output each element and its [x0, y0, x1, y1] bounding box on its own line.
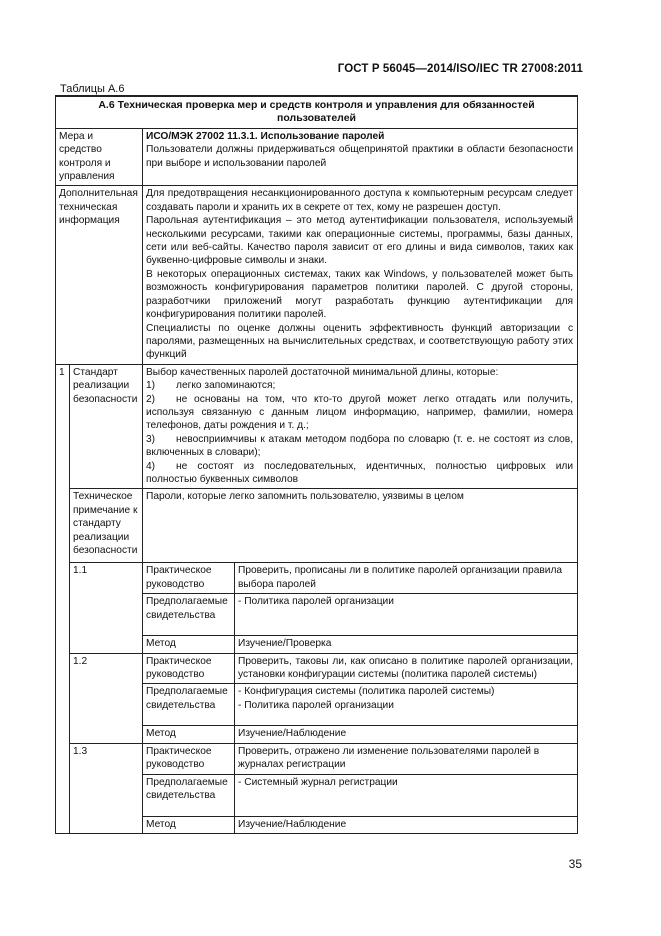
table-title: А.6 Техническая проверка мер и средств контроля и управления для обязанностей пользователей — [56, 96, 578, 128]
additional-paragraph: Специалисты по оценке должны оценить эффективность функций авторизации с паролями, размещенных на вычислительных средствах, и соответствующую работу этих функций — [146, 322, 574, 361]
method-text: Изучение/Наблюдение — [235, 816, 578, 833]
document-code-header: ГОСТ Р 56045—2014/ISO/IEC TR 27008:2011 — [337, 63, 583, 75]
additional-paragraph: В некоторых операционных системах, таких как Windows, у пользователей может быть возможность конфигурирования параметров политики паролей. С другой стороны, разработчики приложений могут разработать функцию аутентификации для конфигурирования политики паролей. — [146, 268, 574, 321]
page-number: 35 — [568, 857, 582, 871]
guidance-label: Практическое руководство — [143, 653, 235, 684]
subitem-number: 1.1 — [70, 563, 143, 653]
evidence-label: Предполагаемые свидетельства — [143, 594, 235, 636]
additional-info-row — [56, 186, 578, 364]
tech-note-text: Пароли, которые легко запомнить пользователю, уязвимы в целом — [143, 489, 578, 563]
standard-cell — [143, 364, 578, 489]
control-cell — [143, 128, 578, 186]
guidance-text: Проверить, прописаны ли в политике паролей организации правила выбора паролей — [235, 563, 578, 594]
evidence-label: Предполагаемые свидетельства — [143, 774, 235, 816]
subitem-number: 1.3 — [70, 743, 143, 833]
standard-list-item: 3) невосприимчивы к атакам методом подбора по словарю (т. е. не состоят из слов, включенных в словари); — [146, 433, 574, 459]
evidence-cell — [235, 684, 578, 726]
method-text: Изучение/Проверка — [235, 636, 578, 653]
subitem-guidance-row — [56, 743, 578, 774]
standard-label: Стандарт реализации безопасности — [70, 364, 143, 489]
additional-info-cell — [143, 186, 578, 364]
guidance-label: Практическое руководство — [143, 563, 235, 594]
control-label: Мера и средство контроля и управления — [56, 128, 143, 186]
standard-intro: Выбор качественных паролей достаточной минимальной длины, которые: — [146, 366, 499, 378]
control-row — [56, 128, 578, 186]
evidence-item: - Конфигурация системы (политика паролей системы) — [238, 686, 495, 698]
standard-list-item: 4) не состоят из последовательных, идентичных, полностью цифровых или полностью буквенных символов — [146, 460, 574, 485]
method-label: Метод — [143, 726, 235, 743]
additional-info-label: Дополнительная техническая информация — [56, 186, 143, 364]
evidence-item: - Политика паролей организации — [238, 699, 394, 711]
table-caption: Таблицы А.6 — [60, 83, 125, 95]
evidence-label: Предполагаемые свидетельства — [143, 684, 235, 726]
evidence-item: - Политика паролей организации — [238, 596, 394, 608]
guidance-label: Практическое руководство — [143, 743, 235, 774]
guidance-text: Проверить, таковы ли, как описано в политике паролей организации, установки конфигурации системы (политика паролей системы) — [235, 653, 578, 684]
standard-list-item: 2) не основаны на том, что кто-то другой может легко отгадать или получить, используя связанную с данным лицом информацию, например, фамилии, номера телефонов, даты рождения и т. д.; — [146, 393, 574, 432]
evidence-item: - Системный журнал регистрации — [238, 776, 398, 788]
subitem-guidance-row — [56, 563, 578, 594]
subitem-guidance-row — [56, 653, 578, 684]
verification-table — [55, 95, 578, 834]
subitem-number: 1.2 — [70, 653, 143, 743]
control-text: Пользователи должны придерживаться общепринятой практики в области безопасности при выборе и использовании паролей — [146, 144, 574, 169]
standard-number: 1 — [56, 364, 70, 833]
standard-list-item: 1) легко запоминаются; — [146, 380, 276, 392]
guidance-text: Проверить, отражено ли изменение пользователями паролей в журналах регистрации — [235, 743, 578, 774]
evidence-cell — [235, 774, 578, 816]
tech-note-label: Техническое примечание к стандарту реализации безопасности — [70, 489, 143, 563]
additional-paragraph: Парольная аутентификация – это метод аутентификации пользователя, используемый несколькими ресурсами, такими как операционные системы, программы, базы данных, сети или веб-сайты. Качество пароля зависит от его длины и вида символов, таких как буквенно-цифровые символы и знаки. — [146, 215, 574, 267]
additional-paragraph: Для предотвращения несанкционированного доступа к компьютерным ресурсам следует создавать пароли и хранить их в секрете от тех, кому не разрешен доступ. — [146, 188, 574, 213]
table-title-row — [56, 96, 578, 128]
tech-note-row — [56, 489, 578, 563]
method-label: Метод — [143, 816, 235, 833]
control-heading: ИСО/МЭК 27002 11.3.1. Использование паролей — [146, 130, 385, 142]
evidence-cell — [235, 594, 578, 636]
method-text: Изучение/Наблюдение — [235, 726, 578, 743]
method-label: Метод — [143, 636, 235, 653]
standard-row — [56, 364, 578, 489]
